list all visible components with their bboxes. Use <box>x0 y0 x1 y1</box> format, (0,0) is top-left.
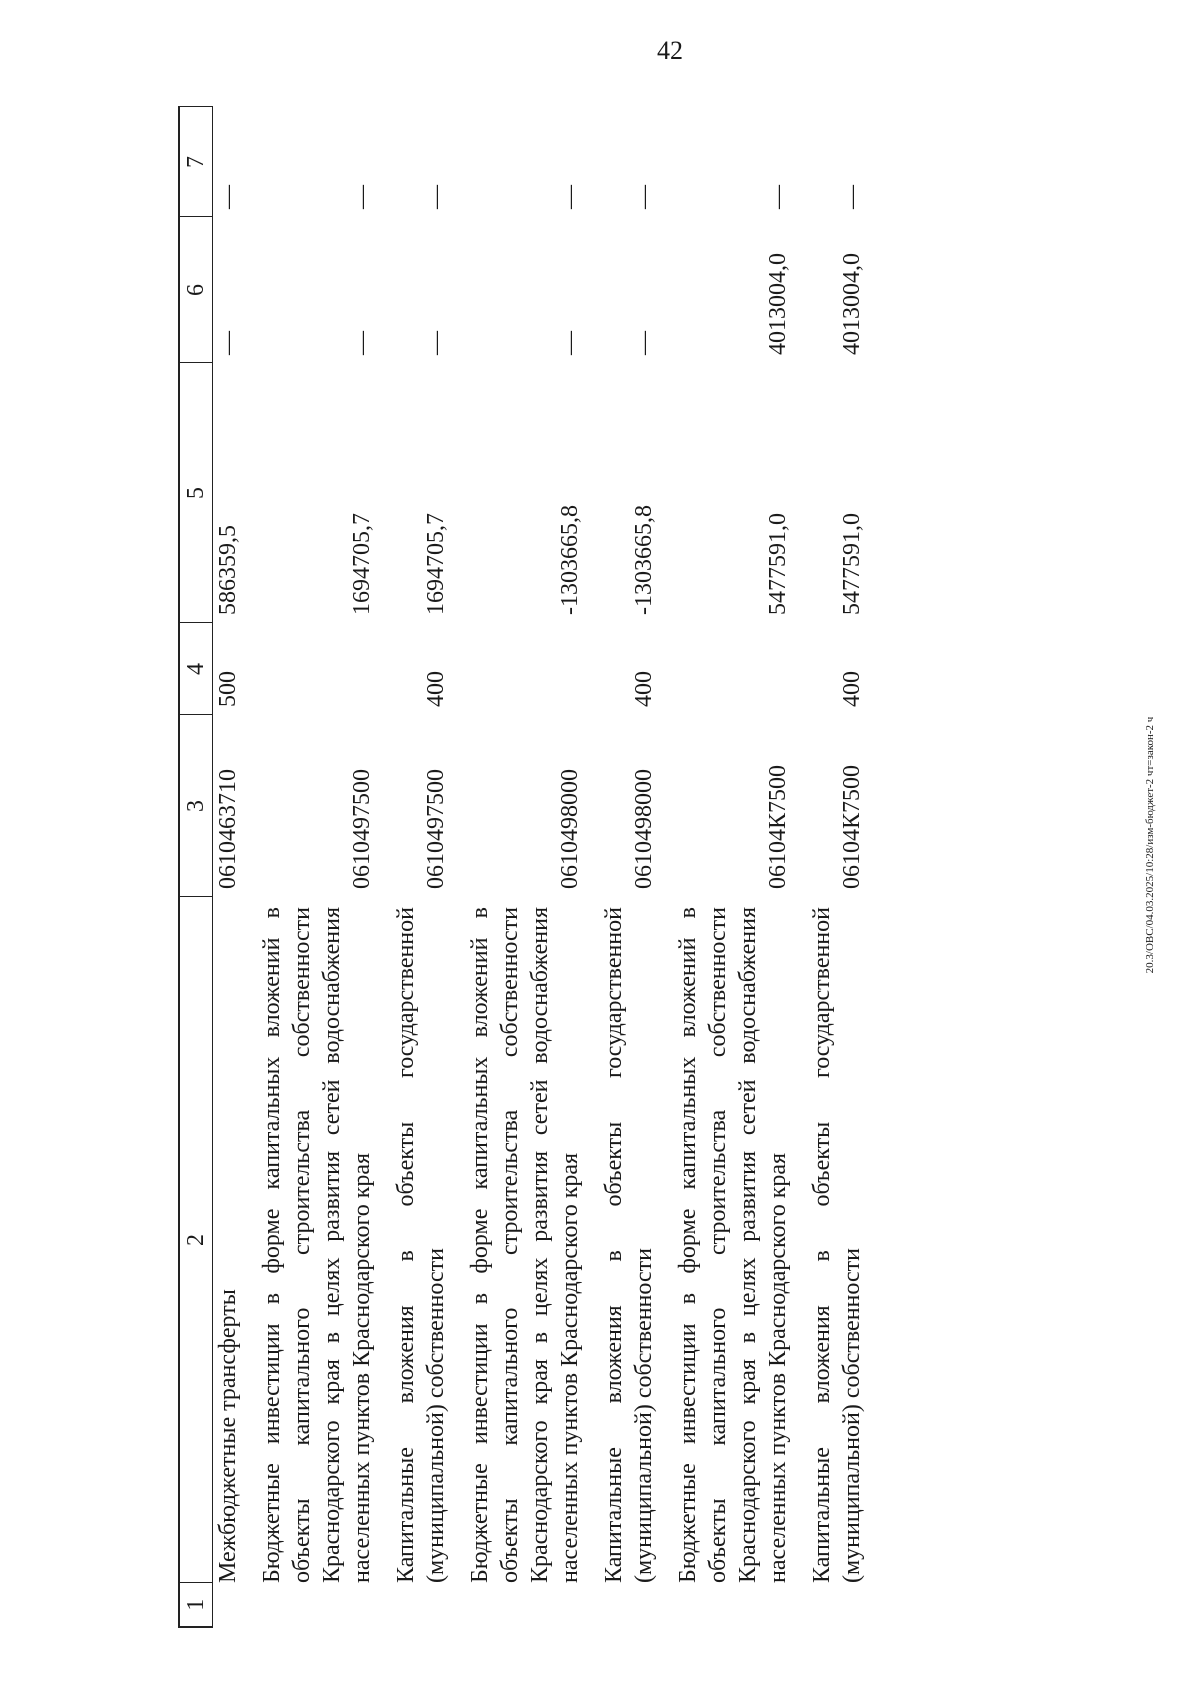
row-code: 0610497500 <box>349 769 375 889</box>
row-type: 400 <box>839 671 865 707</box>
page-number: 42 <box>657 36 683 65</box>
table-row <box>585 107 659 1627</box>
row-code: 0610498000 <box>557 769 583 889</box>
row-type <box>243 623 377 715</box>
row-code: 0610463710 <box>215 769 241 889</box>
row-index-cell <box>659 1583 793 1627</box>
row-value-5: 1694705,7 <box>423 513 449 615</box>
row-value-5: 1694705,7 <box>349 513 375 615</box>
row-index-cell <box>585 1583 659 1627</box>
row-index-cell <box>793 1583 867 1627</box>
row-code: 0610497500 <box>423 769 449 889</box>
row-value-5: 5477591,0 <box>839 513 865 615</box>
row-name: Бюджетные инвестиции в форме капитальных вложений в объекты капитального строительства собственности Краснодарского края в целях развития сетей водоснабжения населенных пунктов Краснодарского края <box>675 907 791 1583</box>
column-header: 1 <box>179 1583 213 1627</box>
table-body <box>213 107 868 1627</box>
row-index-cell <box>243 1583 377 1627</box>
row-name: Капитальные вложения в объекты государственной (муниципальной) собственности <box>601 907 657 1583</box>
row-value-5: 5477591,0 <box>765 513 791 615</box>
column-header: 6 <box>179 217 213 363</box>
row-value-7: — <box>215 185 241 209</box>
table-row <box>451 107 585 1627</box>
row-value-7: — <box>557 185 583 209</box>
row-name: Капитальные вложения в объекты государственной (муниципальной) собственности <box>393 907 449 1583</box>
column-header: 3 <box>179 715 213 897</box>
row-name: Межбюджетные трансферты <box>215 1289 241 1583</box>
table-row <box>377 107 451 1627</box>
row-value-6: — <box>215 331 241 355</box>
row-value-7: — <box>765 185 791 209</box>
row-code: 06104К7500 <box>839 764 865 889</box>
row-value-7: — <box>349 185 375 209</box>
table-header <box>179 107 213 1627</box>
row-value-7: — <box>631 185 657 209</box>
column-header: 7 <box>179 107 213 217</box>
row-value-7: — <box>423 185 449 209</box>
row-type <box>659 623 793 715</box>
row-value-6: 4013004,0 <box>839 253 865 355</box>
table-row <box>793 107 867 1627</box>
row-value-6: — <box>631 331 657 355</box>
row-value-5: -1303665,8 <box>557 505 583 615</box>
row-value-6: — <box>557 331 583 355</box>
row-index-cell <box>377 1583 451 1627</box>
row-value-6: — <box>349 331 375 355</box>
column-header: 2 <box>179 897 213 1583</box>
row-index-cell <box>451 1583 585 1627</box>
table-row <box>213 107 244 1627</box>
document-footer-code: 20.3/ОВС/04.03.2025/10:28/изм-бюджет-2 чт=закон-2 ч <box>1144 716 1156 974</box>
row-name: Бюджетные инвестиции в форме капитальных вложений в объекты капитального строительства собственности Краснодарского края в целях развития сетей водоснабжения населенных пунктов Краснодарского края <box>467 907 583 1583</box>
row-name: Бюджетные инвестиции в форме капитальных вложений в объекты капитального строительства собственности Краснодарского края в целях развития сетей водоснабжения населенных пунктов Краснодарского края <box>259 907 375 1583</box>
row-name: Капитальные вложения в объекты государственной (муниципальной) собственности <box>809 907 865 1583</box>
row-code: 06104К7500 <box>765 764 791 889</box>
row-value-5: -1303665,8 <box>631 505 657 615</box>
row-index-cell <box>213 1583 244 1627</box>
budget-table-rotated <box>178 108 1078 1628</box>
row-type: 400 <box>423 671 449 707</box>
row-type: 500 <box>215 671 241 707</box>
table-row <box>243 107 377 1627</box>
column-header: 4 <box>179 623 213 715</box>
row-code: 0610498000 <box>631 769 657 889</box>
row-value-6: 4013004,0 <box>765 253 791 355</box>
row-value-6: — <box>423 331 449 355</box>
row-value-7: — <box>839 185 865 209</box>
row-type <box>451 623 585 715</box>
row-type: 400 <box>631 671 657 707</box>
table-row <box>659 107 793 1627</box>
column-header: 5 <box>179 363 213 623</box>
row-value-5: 586359,5 <box>215 525 241 615</box>
budget-table <box>178 107 867 1629</box>
